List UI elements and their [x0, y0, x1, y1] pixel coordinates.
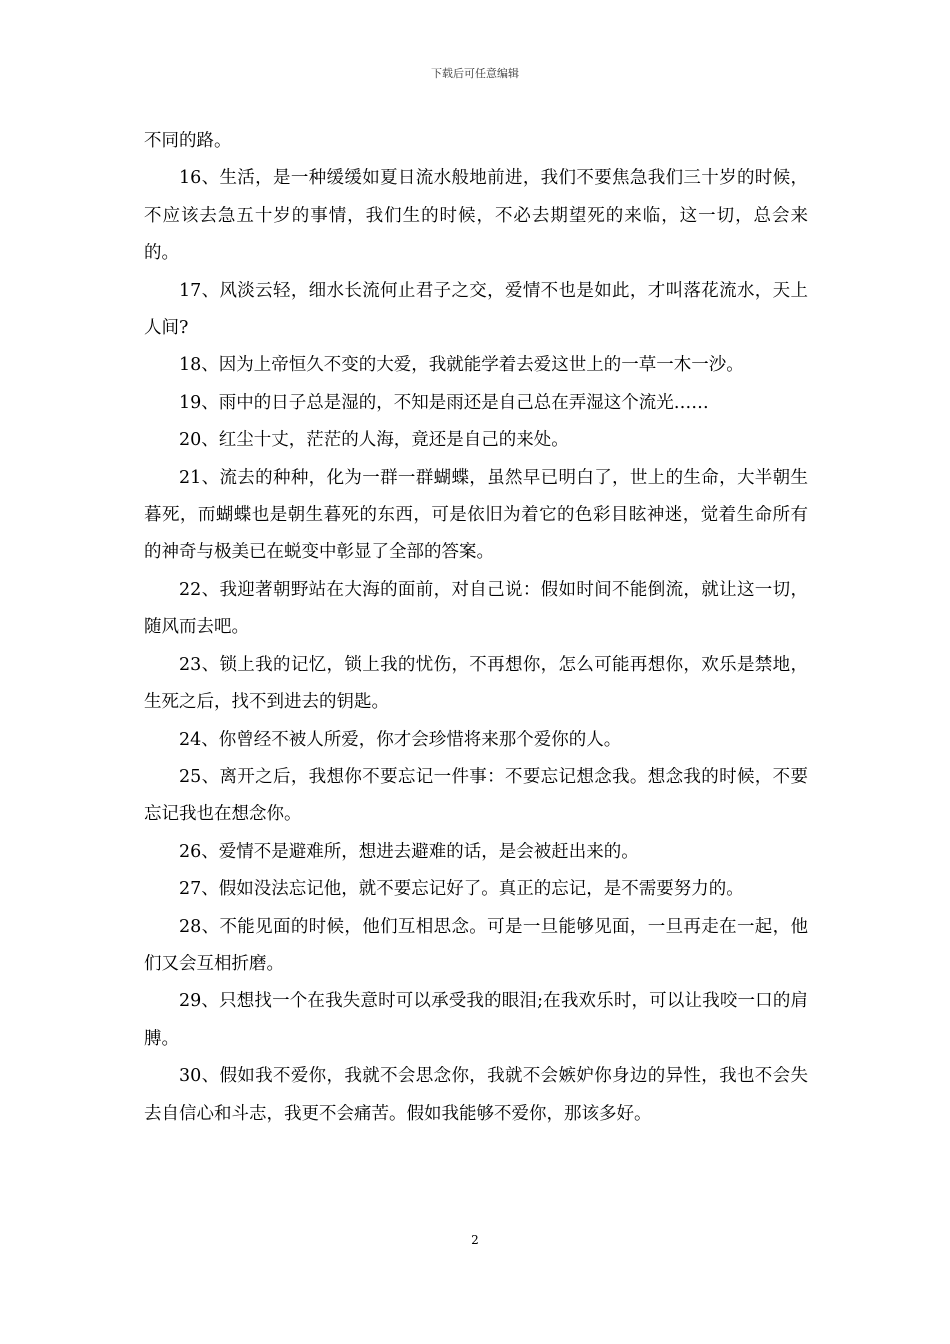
page-number: 2	[471, 1233, 479, 1247]
paragraph-23: 23、锁上我的记忆，锁上我的忧伤，不再想你，怎么可能再想你，欢乐是禁地，生死之后，找不到进去的钥匙。	[144, 654, 808, 713]
paragraph-29: 29、只想找一个在我失意时可以承受我的眼泪;在我欢乐时，可以让我咬一口的肩膊。	[144, 991, 808, 1049]
paragraph-30: 30、假如我不爱你，我就不会思念你，我就不会嫉妒你身边的异性，我也不会失去自信心和斗志，我更不会痛苦。假如我能够不爱你，那该多好。	[144, 1066, 808, 1124]
paragraph-continuation: 不同的路。	[144, 131, 232, 151]
document-body	[144, 123, 808, 1133]
paragraph-21: 21、流去的种种，化为一群一群蝴蝶，虽然早已明白了，世上的生命，大半朝生暮死，而蝴蝶也是朝生暮死的东西，可是依旧为着它的色彩目眩神迷，觉着生命所有的神奇与极美已在蜕变中彰显了全部的答案。	[144, 467, 808, 563]
paragraph-26: 26、爱情不是避难所，想进去避难的话，是会被赶出来的。	[179, 841, 639, 862]
paragraph-22: 22、我迎著朝野站在大海的面前，对自己说：假如时间不能倒流，就让这一切，随风而去吧。	[144, 579, 808, 638]
page-header: 下载后可任意编辑	[431, 67, 519, 80]
paragraph-19: 19、雨中的日子总是湿的，不知是雨还是自己总在弄湿这个流光……	[179, 392, 709, 413]
paragraph-25: 25、离开之后，我想你不要忘记一件事：不要忘记想念我。想念我的时候，不要忘记我也在想念你。	[144, 766, 808, 825]
paragraph-17: 17、风淡云轻，细水长流何止君子之交，爱情不也是如此，才叫落花流水，天上人间?	[144, 280, 808, 339]
paragraph-24: 24、你曾经不被人所爱，你才会珍惜将来那个爱你的人。	[179, 729, 622, 750]
paragraph-28: 28、不能见面的时候，他们互相思念。可是一旦能够见面，一旦再走在一起，他们又会互相折磨。	[144, 916, 808, 974]
paragraph-16: 16、生活，是一种缓缓如夏日流水般地前进，我们不要焦急我们三十岁的时候，不应该去急五十岁的事情，我们生的时候，不必去期望死的来临，这一切，总会来的。	[144, 168, 808, 264]
paragraph-20: 20、红尘十丈，茫茫的人海，竟还是自己的来处。	[179, 430, 569, 451]
paragraph-27: 27、假如没法忘记他，就不要忘记好了。真正的忘记，是不需要努力的。	[179, 879, 744, 900]
paragraph-18: 18、因为上帝恒久不变的大爱，我就能学着去爱这世上的一草一木一沙。	[179, 355, 744, 376]
